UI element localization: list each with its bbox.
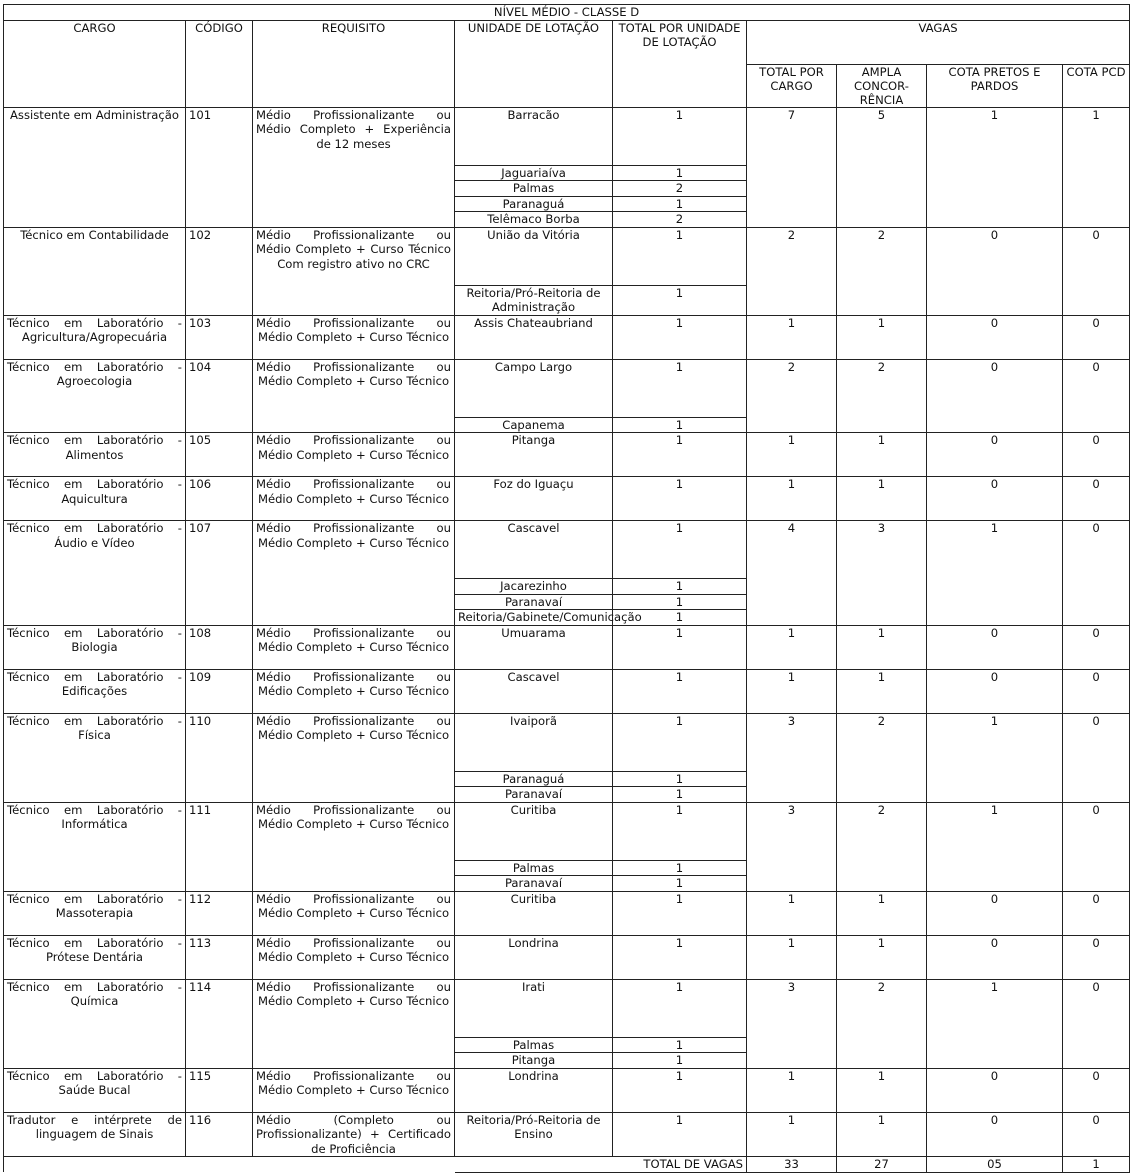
total-unidade-cell: 1: [613, 860, 747, 876]
cota-pcd-cell: 0: [1063, 979, 1130, 1068]
total-unidade-cell: 1: [613, 579, 747, 595]
codigo-cell: 106: [186, 477, 253, 521]
table-row: [4, 935, 1130, 979]
ampla-cell: 5: [837, 107, 927, 227]
table-row: [4, 1068, 1130, 1112]
cargo-cell: Técnico em Laboratório - Informática: [4, 802, 186, 891]
unidade-cell: Curitiba: [455, 891, 613, 935]
total-unidade-cell: 1: [613, 713, 747, 771]
ampla-cell: 1: [837, 669, 927, 713]
ampla-cell: 2: [837, 227, 927, 315]
cota-pretos-cell: 0: [927, 669, 1063, 713]
codigo-cell: 108: [186, 625, 253, 669]
total-unidade-cell: 1: [613, 787, 747, 803]
requisito-cell: Médio Profissionalizante ou Médio Completo + Curso Técnico: [253, 433, 455, 477]
codigo-cell: 114: [186, 979, 253, 1068]
total-cargo-cell: 1: [747, 433, 837, 477]
total-cargo-cell: 1: [747, 1112, 837, 1157]
total-unidade-cell: 1: [613, 1037, 747, 1053]
requisito-cell: Médio Profissionalizante ou Médio Completo + Curso Técnico: [253, 315, 455, 359]
cargo-cell: Técnico em Laboratório - Saúde Bucal: [4, 1068, 186, 1112]
header-cota-pcd: COTA PCD: [1063, 64, 1130, 107]
requisito-cell: Médio Profissionalizante ou Médio Completo + Curso Técnico: [253, 521, 455, 626]
total-unidade-cell: 1: [613, 891, 747, 935]
cota-pcd-cell: 0: [1063, 625, 1130, 669]
requisito-cell: Médio Profissionalizante ou Médio Completo + Curso Técnico: [253, 891, 455, 935]
cota-pretos-cell: 0: [927, 433, 1063, 477]
total-unidade-cell: 2: [613, 212, 747, 228]
unidade-cell: Londrina: [455, 1068, 613, 1112]
total-unidade-cell: 1: [613, 165, 747, 181]
ampla-cell: 1: [837, 315, 927, 359]
requisito-cell: Médio Profissionalizante ou Médio Completo + Curso Técnico: [253, 802, 455, 891]
table-row: [4, 315, 1130, 359]
ampla-cell: 1: [837, 625, 927, 669]
requisito-cell: Médio Profissionalizante ou Médio Completo + Curso Técnico Com registro ativo no CRC: [253, 227, 455, 315]
codigo-cell: 105: [186, 433, 253, 477]
cargo-cell: Técnico em Laboratório - Química: [4, 979, 186, 1068]
codigo-cell: 116: [186, 1112, 253, 1157]
total-unidade-cell: 1: [613, 477, 747, 521]
total-unidade-cell: 1: [613, 1068, 747, 1112]
unidade-cell: Jacarezinho: [455, 579, 613, 595]
cargo-cell: Técnico em Laboratório - Prótese Dentária: [4, 935, 186, 979]
unidade-cell: Palmas: [455, 860, 613, 876]
ampla-cell: 1: [837, 935, 927, 979]
unidade-cell: Capanema: [455, 417, 613, 433]
cota-pcd-cell: 0: [1063, 315, 1130, 359]
cargo-cell: Técnico em Contabilidade: [4, 227, 186, 315]
cargo-cell: Técnico em Laboratório - Biologia: [4, 625, 186, 669]
header-unidade: UNIDADE DE LOTAÇÃO: [455, 20, 613, 107]
unidade-cell: Paranavaí: [455, 787, 613, 803]
total-unidade-cell: 1: [613, 610, 747, 626]
unidade-cell: Telêmaco Borba: [455, 212, 613, 228]
cota-pretos-cell: 1: [927, 713, 1063, 802]
unidade-cell: União da Vitória: [455, 227, 613, 285]
codigo-cell: 107: [186, 521, 253, 626]
total-unidade-cell: 1: [613, 417, 747, 433]
total-unidade-cell: 1: [613, 315, 747, 359]
total-unidade-cell: 1: [613, 196, 747, 212]
cota-pcd-cell: 0: [1063, 891, 1130, 935]
table-row: [4, 979, 1130, 1037]
cargo-cell: Técnico em Laboratório - Alimentos: [4, 433, 186, 477]
codigo-cell: 111: [186, 802, 253, 891]
cargo-cell: Assistente em Administração: [4, 107, 186, 227]
unidade-cell: Reitoria/Pró-Reitoria de Administração: [455, 285, 613, 315]
total-cargo-cell: 1: [747, 315, 837, 359]
requisito-cell: Médio Profissionalizante ou Médio Completo + Curso Técnico: [253, 359, 455, 433]
ampla-cell: 1: [837, 891, 927, 935]
unidade-cell: Palmas: [455, 1037, 613, 1053]
unidade-cell: Umuarama: [455, 625, 613, 669]
ampla-cell: 1: [837, 1068, 927, 1112]
ampla-cell: 1: [837, 433, 927, 477]
cota-pretos-cell: 0: [927, 891, 1063, 935]
total-cargo-cell: 3: [747, 979, 837, 1068]
unidade-cell: Jaguariaíva: [455, 165, 613, 181]
unidade-cell: Foz do Iguaçu: [455, 477, 613, 521]
total-unidade-cell: 1: [613, 594, 747, 610]
cota-pcd-cell: 0: [1063, 713, 1130, 802]
total-unidade-cell: 1: [613, 771, 747, 787]
unidade-cell: Pitanga: [455, 433, 613, 477]
total-unidade-cell: 1: [613, 107, 747, 165]
totals-spacer: [4, 1157, 455, 1173]
table-row: [4, 891, 1130, 935]
ampla-cell: 2: [837, 713, 927, 802]
requisito-cell: Médio Profissionalizante ou Médio Completo + Curso Técnico: [253, 1068, 455, 1112]
ampla-cell: 2: [837, 359, 927, 433]
unidade-cell: Reitoria/Pró-Reitoria de Ensino: [455, 1112, 613, 1157]
codigo-cell: 110: [186, 713, 253, 802]
requisito-cell: Médio Profissionalizante ou Médio Completo + Curso Técnico: [253, 713, 455, 802]
total-unidade-cell: 1: [613, 227, 747, 285]
totals-row: [4, 1157, 1130, 1173]
total-unidade-cell: 1: [613, 433, 747, 477]
header-total-cargo: TOTAL POR CARGO: [747, 64, 837, 107]
table-row: [4, 625, 1130, 669]
cota-pretos-cell: 0: [927, 359, 1063, 433]
header-row: [4, 20, 1130, 64]
cargo-cell: Técnico em Laboratório - Aquicultura: [4, 477, 186, 521]
table-row: [4, 477, 1130, 521]
requisito-cell: Médio (Completo ou Profissionalizante) + Certificado de Proficiência: [253, 1112, 455, 1157]
total-unidade-cell: 1: [613, 876, 747, 892]
vacancy-table: [3, 4, 1130, 1173]
codigo-cell: 101: [186, 107, 253, 227]
vacancy-table-sheet: [3, 4, 1129, 1173]
table-row: [4, 521, 1130, 579]
total-unidade-cell: 1: [613, 935, 747, 979]
table-row: [4, 433, 1130, 477]
codigo-cell: 113: [186, 935, 253, 979]
total-unidade-cell: 1: [613, 285, 747, 315]
total-cargo-cell: 4: [747, 521, 837, 626]
totals-ampla: 27: [837, 1157, 927, 1173]
ampla-cell: 1: [837, 1112, 927, 1157]
header-cargo: CARGO: [4, 20, 186, 107]
cota-pretos-cell: 1: [927, 107, 1063, 227]
codigo-cell: 109: [186, 669, 253, 713]
cota-pretos-cell: 0: [927, 935, 1063, 979]
unidade-cell: Paranaguá: [455, 196, 613, 212]
cota-pcd-cell: 1: [1063, 107, 1130, 227]
requisito-cell: Médio Profissionalizante ou Médio Completo + Experiência de 12 meses: [253, 107, 455, 227]
total-unidade-cell: 1: [613, 1112, 747, 1157]
cota-pretos-cell: 0: [927, 1068, 1063, 1112]
header-codigo: CÓDIGO: [186, 20, 253, 107]
total-cargo-cell: 1: [747, 625, 837, 669]
total-cargo-cell: 1: [747, 935, 837, 979]
unidade-cell: Barracão: [455, 107, 613, 165]
total-cargo-cell: 1: [747, 669, 837, 713]
codigo-cell: 112: [186, 891, 253, 935]
unidade-cell: Ivaiporã: [455, 713, 613, 771]
totals-cota-pcd: 1: [1063, 1157, 1130, 1173]
total-cargo-cell: 3: [747, 713, 837, 802]
cota-pcd-cell: 0: [1063, 521, 1130, 626]
vacancy-table-body: [4, 5, 1130, 1173]
ampla-cell: 1: [837, 477, 927, 521]
cargo-cell: Tradutor e intérprete de linguagem de Sinais: [4, 1112, 186, 1157]
totals-cota-pretos: 05: [927, 1157, 1063, 1173]
requisito-cell: Médio Profissionalizante ou Médio Completo + Curso Técnico: [253, 477, 455, 521]
unidade-cell: Palmas: [455, 181, 613, 197]
cota-pcd-cell: 0: [1063, 227, 1130, 315]
cota-pcd-cell: 0: [1063, 433, 1130, 477]
cargo-cell: Técnico em Laboratório - Massoterapia: [4, 891, 186, 935]
unidade-cell: Paranaguá: [455, 771, 613, 787]
requisito-cell: Médio Profissionalizante ou Médio Completo + Curso Técnico: [253, 669, 455, 713]
unidade-cell: Paranavaí: [455, 594, 613, 610]
total-unidade-cell: 1: [613, 979, 747, 1037]
total-cargo-cell: 1: [747, 477, 837, 521]
unidade-cell: Cascavel: [455, 521, 613, 579]
total-unidade-cell: 1: [613, 359, 747, 417]
total-cargo-cell: 1: [747, 1068, 837, 1112]
total-cargo-cell: 2: [747, 227, 837, 315]
cargo-cell: Técnico em Laboratório - Áudio e Vídeo: [4, 521, 186, 626]
codigo-cell: 102: [186, 227, 253, 315]
table-title-row: [4, 5, 1130, 21]
total-cargo-cell: 3: [747, 802, 837, 891]
cota-pcd-cell: 0: [1063, 669, 1130, 713]
cota-pretos-cell: 0: [927, 625, 1063, 669]
total-unidade-cell: 1: [613, 1053, 747, 1069]
cota-pcd-cell: 0: [1063, 477, 1130, 521]
cota-pretos-cell: 0: [927, 1112, 1063, 1157]
header-cota-pretos: COTA PRETOS E PARDOS: [927, 64, 1063, 107]
table-row: [4, 1112, 1130, 1157]
cargo-cell: Técnico em Laboratório - Agroecologia: [4, 359, 186, 433]
unidade-cell: Cascavel: [455, 669, 613, 713]
codigo-cell: 103: [186, 315, 253, 359]
unidade-cell: Paranavaí: [455, 876, 613, 892]
table-row: [4, 359, 1130, 417]
table-title: NÍVEL MÉDIO - CLASSE D: [4, 5, 1130, 21]
cargo-cell: Técnico em Laboratório - Edificações: [4, 669, 186, 713]
unidade-cell: Pitanga: [455, 1053, 613, 1069]
cota-pretos-cell: 0: [927, 477, 1063, 521]
cota-pretos-cell: 0: [927, 315, 1063, 359]
ampla-cell: 2: [837, 802, 927, 891]
cota-pcd-cell: 0: [1063, 802, 1130, 891]
requisito-cell: Médio Profissionalizante ou Médio Completo + Curso Técnico: [253, 935, 455, 979]
cota-pcd-cell: 0: [1063, 1112, 1130, 1157]
cota-pretos-cell: 1: [927, 802, 1063, 891]
cota-pretos-cell: 0: [927, 227, 1063, 315]
total-cargo-cell: 1: [747, 891, 837, 935]
totals-total-cargo: 33: [747, 1157, 837, 1173]
header-requisito: REQUISITO: [253, 20, 455, 107]
cota-pcd-cell: 0: [1063, 935, 1130, 979]
cota-pretos-cell: 1: [927, 979, 1063, 1068]
table-row: [4, 713, 1130, 771]
codigo-cell: 115: [186, 1068, 253, 1112]
total-unidade-cell: 2: [613, 181, 747, 197]
ampla-cell: 3: [837, 521, 927, 626]
cargo-cell: Técnico em Laboratório - Agricultura/Agropecuária: [4, 315, 186, 359]
table-row: [4, 227, 1130, 285]
header-total-unidade: TOTAL POR UNIDADE DE LOTAÇÃO: [613, 20, 747, 107]
ampla-cell: 2: [837, 979, 927, 1068]
total-unidade-cell: 1: [613, 625, 747, 669]
total-unidade-cell: 1: [613, 521, 747, 579]
unidade-cell: Curitiba: [455, 802, 613, 860]
totals-label: TOTAL DE VAGAS: [455, 1157, 747, 1173]
total-cargo-cell: 2: [747, 359, 837, 433]
table-row: [4, 107, 1130, 165]
unidade-cell: Reitoria/Gabinete/Comunicação: [455, 610, 613, 626]
total-unidade-cell: 1: [613, 802, 747, 860]
cota-pcd-cell: 0: [1063, 359, 1130, 433]
header-ampla: AMPLA CONCOR- RÊNCIA: [837, 64, 927, 107]
unidade-cell: Assis Chateaubriand: [455, 315, 613, 359]
unidade-cell: Campo Largo: [455, 359, 613, 417]
total-cargo-cell: 7: [747, 107, 837, 227]
unidade-cell: Londrina: [455, 935, 613, 979]
table-row: [4, 802, 1130, 860]
requisito-cell: Médio Profissionalizante ou Médio Completo + Curso Técnico: [253, 979, 455, 1068]
cargo-cell: Técnico em Laboratório - Física: [4, 713, 186, 802]
codigo-cell: 104: [186, 359, 253, 433]
cota-pcd-cell: 0: [1063, 1068, 1130, 1112]
total-unidade-cell: 1: [613, 669, 747, 713]
table-row: [4, 669, 1130, 713]
header-vagas: VAGAS: [747, 20, 1130, 64]
unidade-cell: Irati: [455, 979, 613, 1037]
cota-pretos-cell: 1: [927, 521, 1063, 626]
requisito-cell: Médio Profissionalizante ou Médio Completo + Curso Técnico: [253, 625, 455, 669]
